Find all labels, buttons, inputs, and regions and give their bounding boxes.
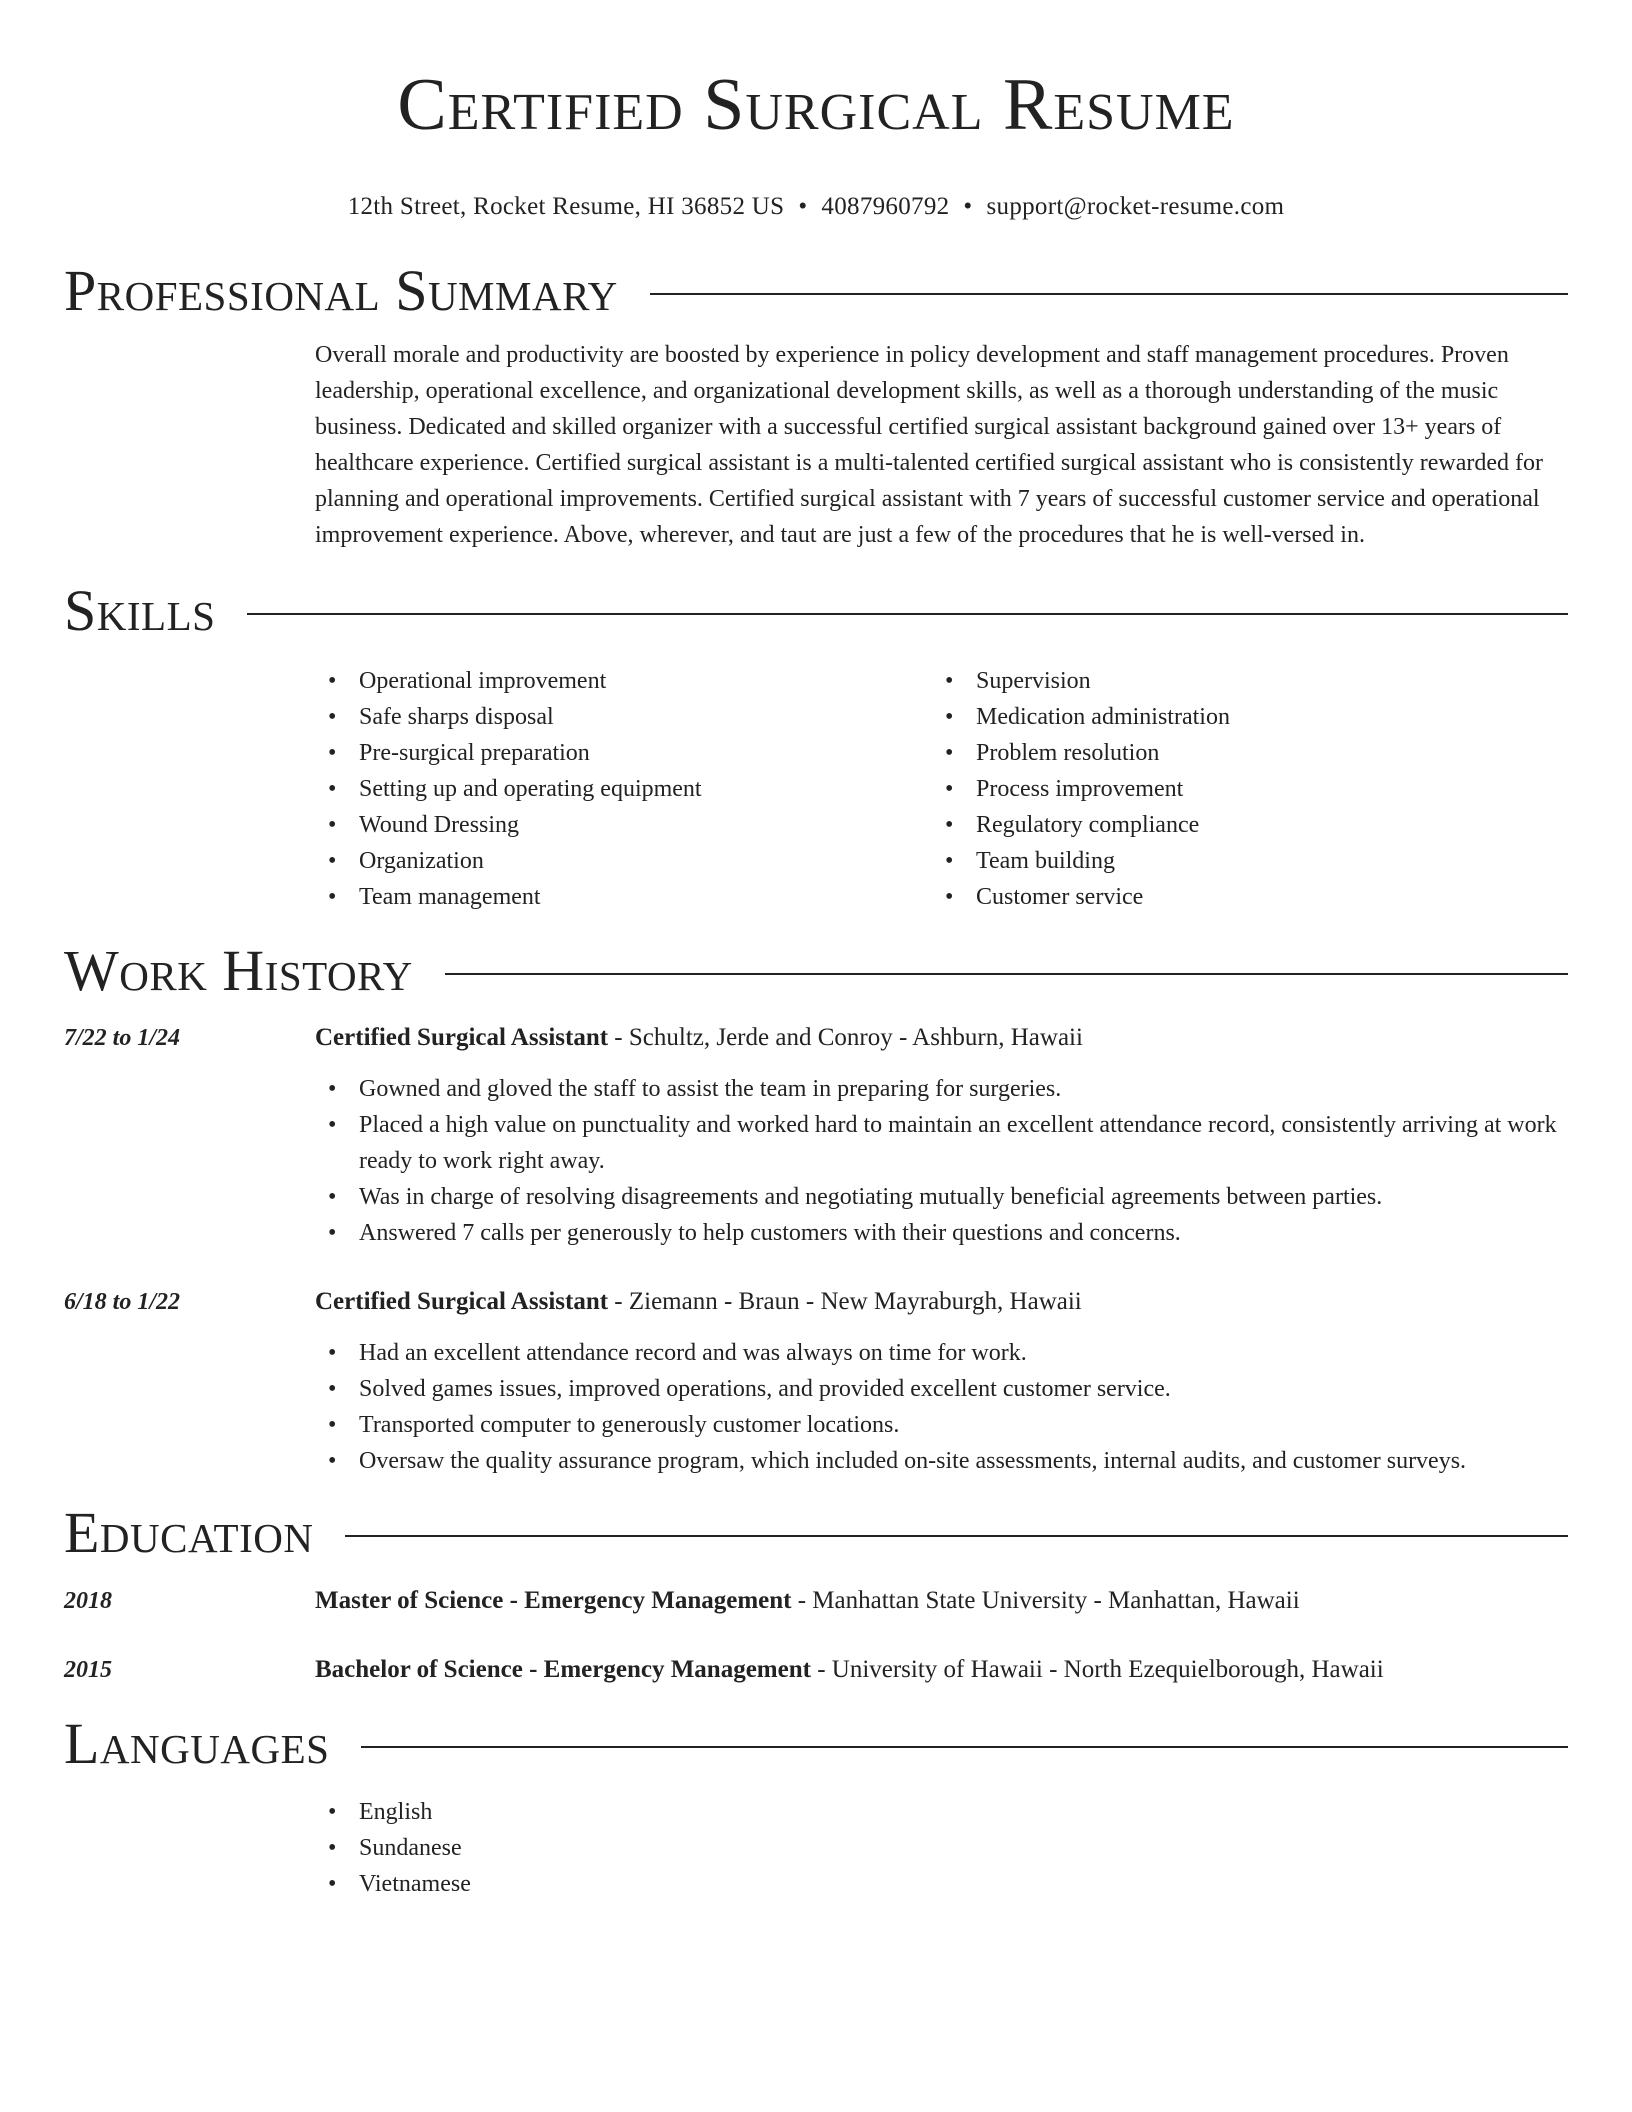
section-header-education	[64, 1501, 1568, 1565]
section-header-languages	[64, 1712, 1568, 1776]
summary-text: Overall morale and productivity are boosted by experience in policy development and staff management procedures. Proven leadership, operational excellence, and organizational development skills, as well as a thorough understanding of the music business. Dedicated and skilled organizer with a successful certified surgical assistant background gained over 13+ years of healthcare experience. Certified surgical assistant is a multi-talented certified surgical assistant who is consistently rewarded for planning and operational improvements. Certified surgical assistant with 7 years of successful customer service and operational improvement experience. Above, wherever, and taut are just a few of the procedures that he is well-versed in.	[315, 342, 1544, 548]
job-title: Certified Surgical Assistant	[315, 1024, 609, 1051]
job-dates: 7/22 to 1/24	[64, 1025, 181, 1051]
job-duties	[315, 1335, 1568, 1479]
resume-title: Certified Surgical Resume	[397, 64, 1235, 146]
section-title-education: Education	[64, 1500, 314, 1565]
section-title-work: Work History	[64, 938, 413, 1003]
skill-item: • Safe sharps disposal	[315, 699, 932, 735]
separator-dot: •	[963, 193, 973, 220]
job-duty-item: • Answered 7 calls per generously to help customers with their questions and concerns.	[315, 1215, 1568, 1251]
job-employer: - Ziemann - Braun - New Mayraburgh, Hawaii	[608, 1288, 1082, 1315]
skill-item: • Process improvement	[932, 771, 1549, 807]
summary-block	[315, 337, 1568, 553]
section-divider	[361, 1746, 1568, 1748]
education-school: - University of Hawaii - North Ezequielborough, Hawaii	[810, 1656, 1384, 1683]
education-degree: Bachelor of Science - Emergency Management	[315, 1656, 811, 1683]
section-divider	[247, 613, 1568, 615]
skill-item: • Setting up and operating equipment	[315, 771, 932, 807]
contact-email: support@rocket-resume.com	[986, 193, 1285, 220]
section-divider	[445, 973, 1568, 975]
job-duties	[315, 1071, 1568, 1251]
job-duty-item: • Was in charge of resolving disagreements and negotiating mutually beneficial agreements between parties.	[315, 1179, 1568, 1215]
separator-dot: •	[798, 193, 808, 220]
skill-item: • Team management	[315, 879, 932, 915]
skill-item: • Regulatory compliance	[932, 807, 1549, 843]
skill-item: • Medication administration	[932, 699, 1549, 735]
skill-item: • Pre-surgical preparation	[315, 735, 932, 771]
skills-block	[315, 663, 1568, 915]
job-title-line	[315, 1284, 1568, 1320]
contact-address: 12th Street, Rocket Resume, HI 36852 US	[347, 193, 785, 220]
language-item: • Vietnamese	[315, 1866, 1568, 1902]
skill-item: • Problem resolution	[932, 735, 1549, 771]
skill-item: • Wound Dressing	[315, 807, 932, 843]
education-title-line	[315, 1583, 1568, 1619]
contact-line	[0, 192, 1632, 222]
education-entry	[64, 1583, 1568, 1619]
language-item: • Sundanese	[315, 1830, 1568, 1866]
skill-item: • Operational improvement	[315, 663, 932, 699]
education-entry	[64, 1652, 1568, 1688]
skills-column-right	[932, 663, 1549, 915]
job-employer: - Schultz, Jerde and Conroy - Ashburn, Hawaii	[608, 1024, 1083, 1051]
language-item: • English	[315, 1794, 1568, 1830]
skill-item: • Team building	[932, 843, 1549, 879]
education-year: 2015	[64, 1657, 112, 1683]
job-duty-item: • Had an excellent attendance record and was always on time for work.	[315, 1335, 1568, 1371]
section-header-work	[64, 939, 1568, 1003]
section-title-languages: Languages	[64, 1711, 330, 1776]
section-title-skills: Skills	[64, 578, 216, 643]
section-header-summary	[64, 259, 1568, 323]
job-duty-item: • Placed a high value on punctuality and worked hard to maintain an excellent attendance record, consistently arriving at work ready to work right away.	[315, 1107, 1568, 1179]
job-duty-item: • Gowned and gloved the staff to assist the team in preparing for surgeries.	[315, 1071, 1568, 1107]
languages-block	[315, 1794, 1568, 1902]
education-school: - Manhattan State University - Manhattan, Hawaii	[791, 1587, 1300, 1614]
contact-phone: 4087960792	[821, 193, 950, 220]
job-duty-item: • Solved games issues, improved operations, and provided excellent customer service.	[315, 1371, 1568, 1407]
job-entry	[64, 1284, 1568, 1479]
job-entry	[64, 1020, 1568, 1251]
section-divider	[650, 293, 1568, 295]
education-degree: Master of Science - Emergency Management	[315, 1587, 792, 1614]
skill-item: • Supervision	[932, 663, 1549, 699]
education-year: 2018	[64, 1588, 112, 1614]
education-title-line	[315, 1652, 1568, 1688]
job-dates: 6/18 to 1/22	[64, 1289, 181, 1315]
skill-item: • Customer service	[932, 879, 1549, 915]
job-duty-item: • Oversaw the quality assurance program, which included on-site assessments, internal audits, and customer surveys.	[315, 1443, 1568, 1479]
skills-column-left	[315, 663, 932, 915]
job-title-line	[315, 1020, 1568, 1056]
section-title-summary: Professional Summary	[64, 258, 618, 323]
section-header-skills	[64, 579, 1568, 643]
job-title: Certified Surgical Assistant	[315, 1288, 609, 1315]
section-divider	[345, 1535, 1568, 1537]
job-duty-item: • Transported computer to generously customer locations.	[315, 1407, 1568, 1443]
skill-item: • Organization	[315, 843, 932, 879]
